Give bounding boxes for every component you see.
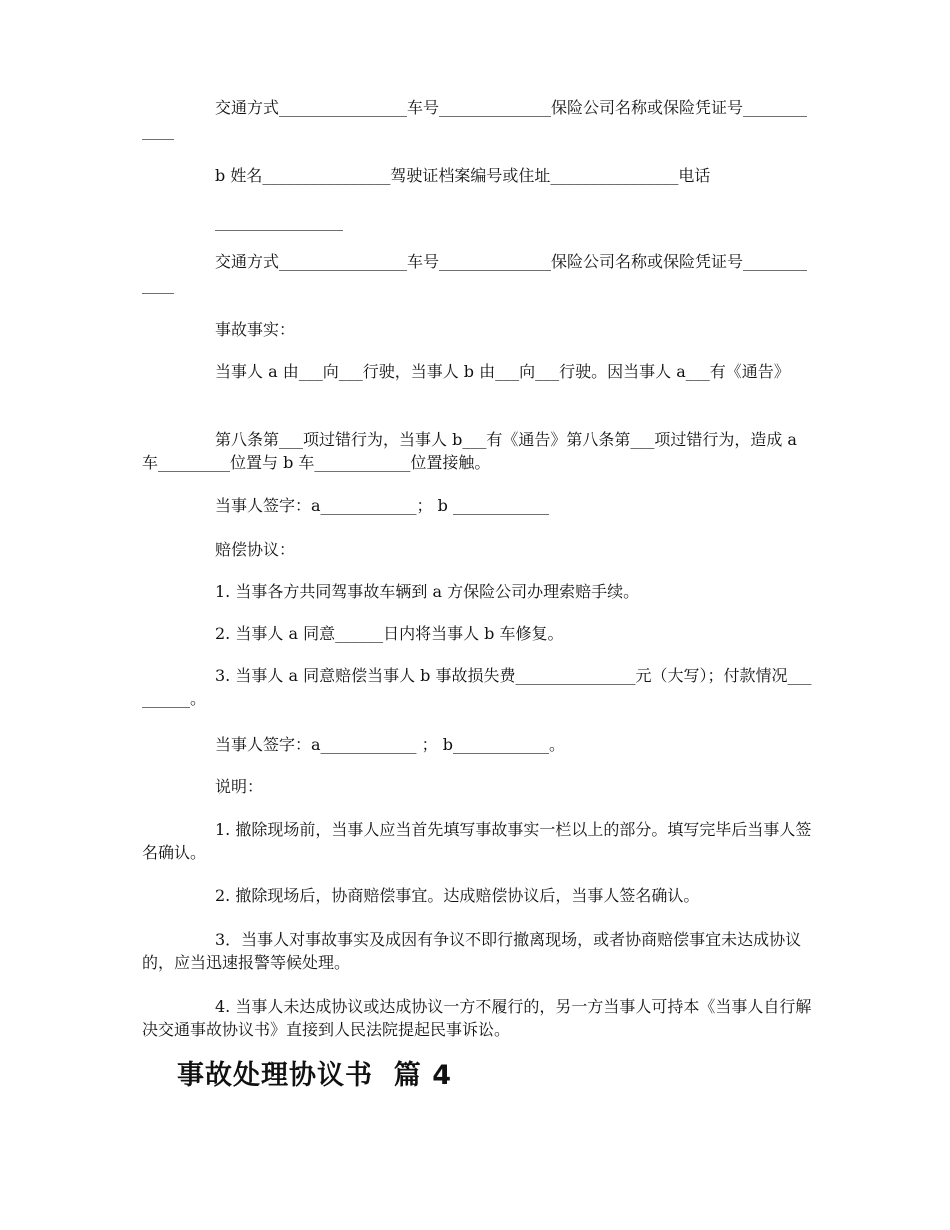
notes-label: 说明： xyxy=(215,777,264,796)
compensation-item-1: 1. 当事各方共同驾事故车辆到 a 方保险公司办理索赔手续。 xyxy=(215,582,640,601)
accident-facts-label: 事故事实： xyxy=(215,320,296,339)
note-1: 1. 撤除现场前，当事人应当首先填写事故事实一栏以上的部分。填写完毕后当事人签名确认。 xyxy=(142,820,812,862)
party-b-phone-blank: ________________ xyxy=(215,212,343,231)
accident-facts-direction: 当事人 a 由___向___行驶，当事人 b 由___向___行驶。因当事人 a___有《通告》 xyxy=(215,362,790,381)
note-2: 2. 撤除现场后，协商赔偿事宜。达成赔偿协议后，当事人签名确认。 xyxy=(215,886,700,905)
note-3: 3．当事人对事故事实及成因有争议不即行撤离现场，或者协商赔偿事宜未达成协议的，应当迅速报警等候处理。 xyxy=(142,930,802,972)
compensation-item-3: 3. 当事人 a 同意赔偿当事人 b 事故损失费_______________元（大写）；付款情况_________。 xyxy=(142,666,812,708)
signature-line-facts: 当事人签字：a____________； b ____________ xyxy=(215,496,549,515)
accident-facts-fault: 第八条第___项过错行为，当事人 b___有《通告》第八条第___项过错行为，造成 a 车_________位置与 b 车____________位置接触。 xyxy=(142,430,803,472)
party-a-vehicle-line: 交通方式________________车号______________保险公司名称或保险凭证号____________ xyxy=(142,98,808,140)
compensation-label: 赔偿协议： xyxy=(215,540,296,559)
signature-line-compensation: 当事人签字：a____________ ； b____________。 xyxy=(215,735,565,754)
party-b-driver-line: b 姓名________________驾驶证档案编号或住址________________电话 xyxy=(215,166,711,185)
note-4: 4. 当事人未达成协议或达成协议一方不履行的，另一方当事人可持本《当事人自行解决交通事故协议书》直接到人民法院提起民事诉讼。 xyxy=(142,997,812,1039)
section-heading: 事故处理协议书 篇 4 xyxy=(177,1060,452,1091)
party-b-vehicle-line: 交通方式________________车号______________保险公司名称或保险凭证号____________ xyxy=(142,252,808,294)
compensation-item-2: 2. 当事人 a 同意______日内将当事人 b 车修复。 xyxy=(215,624,564,643)
